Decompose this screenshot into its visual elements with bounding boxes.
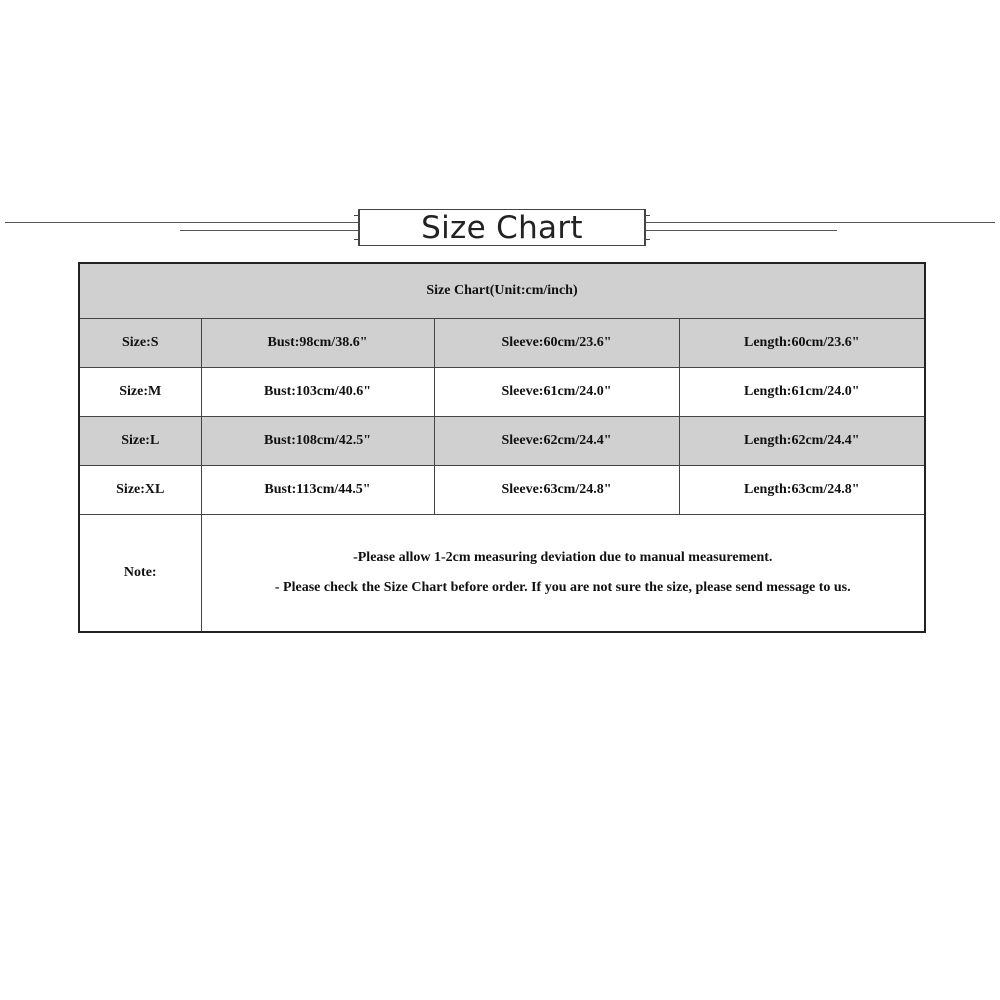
size-cell: Size:M (79, 368, 201, 417)
sleeve-cell: Sleeve:61cm/24.0" (434, 368, 679, 417)
note-line: -Please allow 1-2cm measuring deviation due to manual measurement. (353, 550, 773, 565)
banner-line-left (5, 222, 358, 223)
bust-cell: Bust:103cm/40.6" (201, 368, 434, 417)
banner-inner-line-left (180, 230, 358, 231)
banner-inner-line-right (645, 230, 837, 231)
note-content (201, 515, 925, 633)
page-title: Size Chart (421, 209, 583, 246)
sleeve-cell: Sleeve:62cm/24.4" (434, 417, 679, 466)
sleeve-cell: Sleeve:63cm/24.8" (434, 466, 679, 515)
table-row (79, 466, 925, 515)
length-cell: Length:61cm/24.0" (679, 368, 925, 417)
bust-cell: Bust:108cm/42.5" (201, 417, 434, 466)
note-row (79, 515, 925, 633)
note-label: Note: (79, 515, 201, 633)
bust-cell: Bust:113cm/44.5" (201, 466, 434, 515)
title-banner (358, 209, 646, 246)
table-row (79, 417, 925, 466)
size-chart-table (78, 262, 926, 633)
table-header-row (79, 263, 925, 319)
size-cell: Size:XL (79, 466, 201, 515)
length-cell: Length:63cm/24.8" (679, 466, 925, 515)
banner-line-right (645, 222, 995, 223)
note-line: - Please check the Size Chart before order. If you are not sure the size, please send message to us. (274, 580, 851, 595)
sleeve-cell: Sleeve:60cm/23.6" (434, 319, 679, 368)
length-cell: Length:62cm/24.4" (679, 417, 925, 466)
table-row (79, 319, 925, 368)
table-row (79, 368, 925, 417)
table-header: Size Chart(Unit:cm/inch) (79, 263, 925, 319)
bust-cell: Bust:98cm/38.6" (201, 319, 434, 368)
length-cell: Length:60cm/23.6" (679, 319, 925, 368)
size-cell: Size:L (79, 417, 201, 466)
size-cell: Size:S (79, 319, 201, 368)
